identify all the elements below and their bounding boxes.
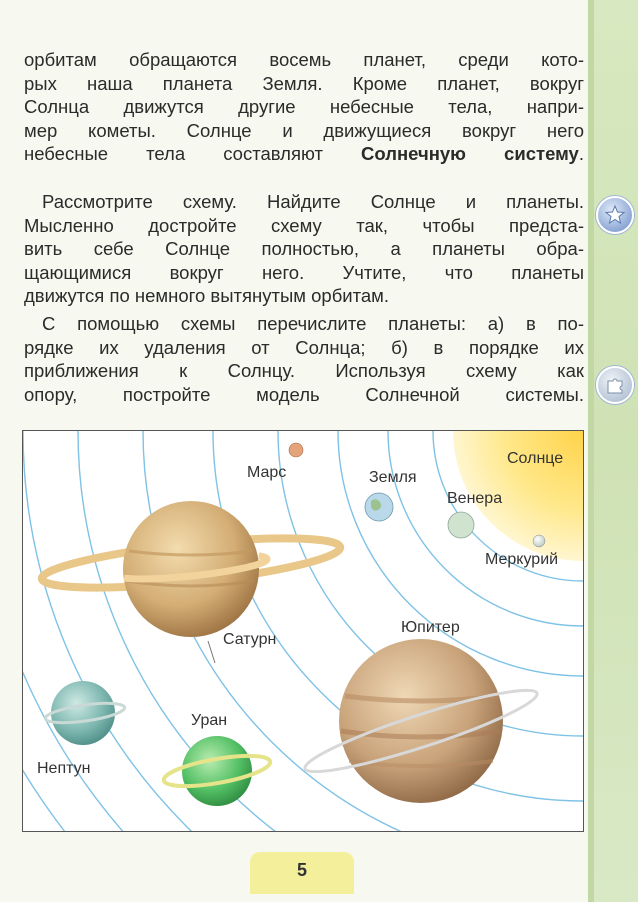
saturn-planet xyxy=(40,501,342,637)
paragraph-list-planets-task xyxy=(24,312,584,406)
page-margin-strip xyxy=(588,0,638,902)
text-line: приближения к Солнцу. Используя схему как xyxy=(24,360,584,381)
venus-planet xyxy=(448,512,474,538)
page-number: 5 xyxy=(296,860,307,880)
stars-icon xyxy=(596,196,634,234)
earth-label: Земля xyxy=(369,469,417,486)
earth-planet xyxy=(365,493,393,521)
paragraph-solar-system-intro xyxy=(24,48,584,166)
text-line: рядке их удаления от Солнца; б) в порядке их xyxy=(24,336,584,358)
text-line-with-term xyxy=(24,142,584,166)
paragraph-scheme-task xyxy=(24,190,584,308)
text-line: Рассмотрите схему. Найдите Солнце и планеты. xyxy=(42,191,584,212)
uranus-planet xyxy=(162,736,273,806)
text-fragment: . xyxy=(578,143,584,164)
text-line: мер кометы. Солнце и движущиеся вокруг него xyxy=(24,119,584,141)
uranus-label: Уран xyxy=(191,712,228,729)
page-number-tab xyxy=(250,852,354,894)
text-line: Солнца движутся другие небесные тела, напри- xyxy=(24,96,584,117)
puzzle-icon xyxy=(596,366,634,404)
saturn-label: Сатурн xyxy=(223,631,277,648)
jupiter-label: Юпитер xyxy=(401,619,460,636)
solar-system-diagram xyxy=(22,430,584,832)
mercury-planet xyxy=(533,535,545,547)
venus-label: Венера xyxy=(447,490,503,507)
text-line: движутся по немного вытянутым орбитам. xyxy=(24,285,390,306)
text-line: щающимися вокруг него. Учтите, что планеты xyxy=(24,261,584,283)
mercury-label: Меркурий xyxy=(485,551,559,568)
mars-planet xyxy=(289,443,303,457)
text-line: С помощью схемы перечислите планеты: а) в по- xyxy=(42,313,584,334)
key-term: Солнечную систему xyxy=(361,143,579,164)
text-fragment: небесные тела составляют xyxy=(24,143,362,164)
text-line: вить себе Солнце полностью, а планеты обра- xyxy=(24,238,584,259)
mars-label: Марс xyxy=(247,464,287,481)
sun-label: Солнце xyxy=(507,450,564,467)
text-line: опору, постройте модель Солнечной системы. xyxy=(24,383,584,405)
text-line: Мысленно достройте схему так, чтобы предста- xyxy=(24,214,584,236)
neptune-label: Нептун xyxy=(37,760,91,777)
text-line: орбитам обращаются восемь планет, среди кото- xyxy=(24,49,584,70)
text-line: рых наша планета Земля. Кроме планет, вокруг xyxy=(24,72,584,94)
pointer-lines xyxy=(208,641,215,663)
